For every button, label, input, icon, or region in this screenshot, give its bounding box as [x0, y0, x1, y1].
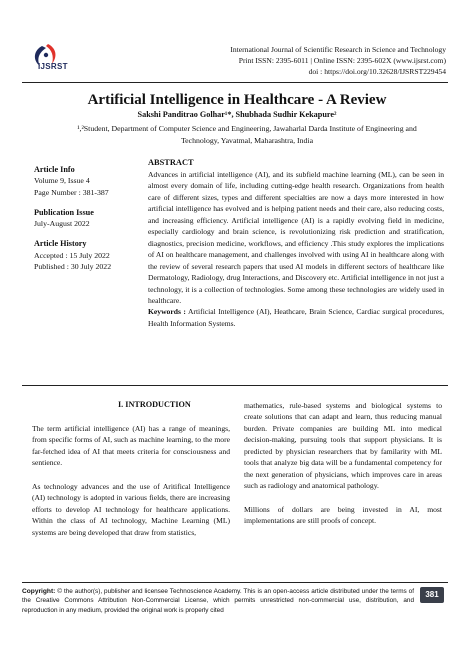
publication-issue-heading: Publication Issue [34, 207, 94, 217]
article-info-heading: Article Info [34, 165, 75, 174]
journal-issn: Print ISSN: 2395-6011 | Online ISSN: 2395-602X (www.ijsrst.com) [238, 56, 446, 65]
intro-paragraph-2: As technology advances and the use of Aritifical Intelligence (AI) technology is adopted in various fields, there are increasing efforts to develop AI technology for healthcare applications. Within the class of AI technology, Machine Learning (ML) systems are being developed that draw from statistics, [32, 481, 230, 537]
publication-issue: July-August 2022 [34, 219, 90, 229]
body-column-left [32, 423, 230, 550]
abstract-divider [22, 385, 448, 386]
intro-paragraph-4: Millions of dollars are being invested in AI, most implementations are still proofs of concept. [244, 504, 442, 526]
affiliation-line-1: ¹,²Student, Department of Computer Science and Engineering, Jawaharlal Darda Institute of Engineering and [77, 124, 417, 133]
article-affiliation [52, 123, 442, 146]
article-volume: Volume 9, Issue 4 [34, 176, 90, 186]
copyright-label: Copyright: [22, 588, 56, 595]
header-divider [22, 82, 448, 83]
keywords [148, 306, 444, 329]
introduction-heading: I. INTRODUCTION [118, 400, 191, 409]
article-authors: Sakshi Panditrao Golhar¹*, Shubhada Sudhir Kekapure² [137, 110, 337, 119]
article-info-sidebar [34, 164, 144, 272]
copyright-text: © the author(s), publisher and licensee Technoscience Academy. This is an open-access article distributed under the terms of the Creative Commons Attribution Non-Commercial License, which permits unrestricted non-commercial use, distribution, and reproduction in any medium, provided the original work is properly cited [22, 588, 414, 614]
article-doi[interactable]: doi : https://doi.org/10.32628/IJSRST229454 [308, 67, 446, 76]
abstract-body: Advances in artificial intelligence (AI), and its subfield machine learning (ML), can be seen in almost every domain of life, including cutting-edge health research. Organizations from health care of different sizes, types and different specialties are now a days more interested in how artificial intelligence has evolved and is helping patient needs and their care, also reducing costs, and increasing efficiency. Artificial intelligence (AI) is a rapidly evolving field in medicine, especially cardiology and brain science, is revolutionizing risk prediction and stratification, diagnostics, precision medicine, workflows, and efficiency .This study explores the implications of AI on healthcare management, and challenges involved with using AI in healthcare along with the review of several research papers that used AI models in different sectors of healthcare like Dermatology, Radiology, drug Interactions, and Discovery etc. Artificial intelligence in not just a technology, it is a collection of technologies. Some among these technologies are widely used in healthcare. [148, 170, 444, 305]
footer-divider [22, 582, 448, 583]
journal-name: International Journal of Scientific Research in Science and Technology [230, 45, 446, 54]
article-history-heading: Article History [34, 239, 87, 249]
abstract-section [148, 169, 444, 329]
body-column-right [244, 400, 442, 539]
keywords-label: Keywords : [148, 307, 186, 317]
intro-paragraph-3: mathematics, rule-based systems and biological systems to create solutions that can adapt and learn, thus reducing manual burden. Private companies are building ML into medical decision-making, pursuing tools that support physicians. It is predicted by physician researchers that by familarity with ML tools that analyze big data will be a fundamental competency for the next generation of physicians, which improves care in areas such as radiology and anatomical pathology. [244, 401, 442, 491]
page-number-badge: 381 [420, 587, 444, 603]
journal-logo-icon [22, 42, 70, 78]
keywords-list: Artificial Intelligence (AI), Heathcare, Brain Science, Cardiac surgical procedures, Health Information Systems. [148, 307, 444, 328]
journal-logo-text: IJSRST [38, 62, 68, 71]
journal-header [146, 44, 446, 77]
copyright-notice [22, 587, 414, 615]
accepted-date: Accepted : 15 July 2022 [34, 250, 110, 260]
published-date: Published : 30 July 2022 [34, 262, 112, 272]
abstract-heading: ABSTRACT [148, 158, 194, 167]
article-title: Artificial Intelligence in Healthcare - A Review [87, 92, 387, 108]
affiliation-line-2: Technology, Yavatmal, Maharashtra, India [180, 135, 314, 145]
intro-paragraph-1: The term artificial intelligence (AI) has a range of meanings, from specific forms of AI, such as machine learning, to the more far-fetched idea of AI that meets criteria for consciousness and sentience. [32, 424, 230, 468]
article-pages: Page Number : 381-387 [34, 187, 109, 197]
